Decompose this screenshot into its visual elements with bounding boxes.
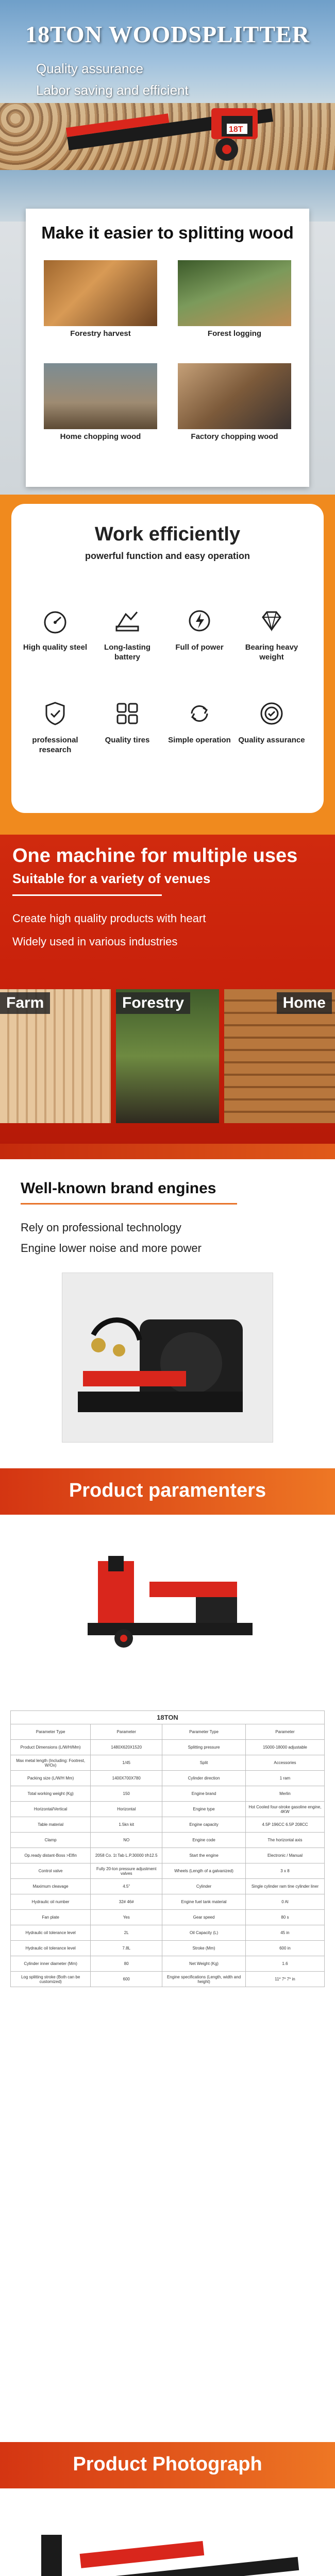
table-cell: 80 [91, 1956, 162, 1972]
engine-photo [62, 1273, 273, 1443]
table-cell: Net Weight (Kg) [162, 1956, 246, 1972]
parameters-banner [0, 1468, 335, 1515]
table-cell: 1.5kn kit [91, 1817, 162, 1833]
table-cell: 4.5P 196CC 6.5P 208CC [245, 1817, 324, 1833]
table-cell: 4.5" [91, 1879, 162, 1894]
hero-line-1: Quality assurance [36, 61, 144, 76]
photo-caption: Factory chopping wood [191, 432, 278, 441]
table-cell: Wheels (Length of a galvanized) [162, 1863, 246, 1879]
divider [21, 1203, 237, 1205]
table-cell: Stroke (Mm) [162, 1941, 246, 1956]
diamond-icon [258, 607, 286, 635]
work-efficiently-section [0, 495, 335, 835]
table-row [11, 1972, 325, 1987]
table-cell: 1400X700X780 [91, 1771, 162, 1786]
feature-item [22, 700, 89, 755]
parameters-table-body [11, 1724, 325, 1987]
parameters-title: Product paramenters [69, 1480, 266, 1501]
intro-card [26, 209, 309, 487]
engines-topbar [0, 1144, 335, 1159]
table-cell: Split [162, 1755, 246, 1771]
table-cell: Cylinder direction [162, 1771, 246, 1786]
table-row [11, 1941, 325, 1956]
product-photographs-section [0, 2442, 335, 2576]
table-cell: Clamp [11, 1833, 91, 1848]
table-cell: Maximum cleavage [11, 1879, 91, 1894]
divider [12, 894, 162, 896]
photo-home-chopping [44, 363, 157, 446]
table-row [11, 1786, 325, 1802]
table-cell: 32# 46# [91, 1894, 162, 1910]
photo-forest-logging [178, 260, 291, 343]
engines-line-1: Rely on professional technology [21, 1221, 181, 1234]
venue-card-farm [0, 989, 111, 1123]
feature-label: Long-lasting battery [104, 643, 150, 662]
table-cell: Cylinder inner diameter (Mm) [11, 1956, 91, 1972]
shield-check-icon [41, 700, 69, 727]
table-cell: Fully 20-ton pressure adjustment valves [91, 1863, 162, 1879]
table-cell: Table material [11, 1817, 91, 1833]
table-cell: Merlin [245, 1786, 324, 1802]
table-row [11, 1910, 325, 1925]
feature-item [238, 700, 305, 745]
table-cell: 1.6 [245, 1956, 324, 1972]
table-cell: 80 s [245, 1910, 324, 1925]
hero-title: 18TON WOODSPLITTER [25, 21, 310, 47]
table-cell: Electronic / Manual [245, 1848, 324, 1863]
venue-card-forestry [116, 989, 219, 1123]
photo-forestry-harvest [44, 260, 157, 343]
feature-label: Bearing heavy weight [245, 643, 298, 662]
table-cell: Engine code [162, 1833, 246, 1848]
venue-label: Forestry [116, 992, 190, 1014]
feature-item [166, 607, 233, 652]
table-cell: 2L [91, 1925, 162, 1941]
feature-label: Quality assurance [238, 736, 305, 744]
table-cell: 0 Al [245, 1894, 324, 1910]
work-subheading: powerful function and easy operation [85, 551, 250, 561]
table-row [11, 1817, 325, 1833]
photo-image [178, 363, 291, 429]
table-cell: Engine capacity [162, 1817, 246, 1833]
table-cell: 45 in [245, 1925, 324, 1941]
table-row [11, 1724, 325, 1740]
table-cell: Hydraulic oil tolerance level [11, 1941, 91, 1956]
wood-splitter-illustration [57, 93, 294, 165]
table-cell: 1480X620X1520 [91, 1740, 162, 1755]
table-cell: Splitting pressure [162, 1740, 246, 1755]
table-row [11, 1802, 325, 1817]
engines-heading: Well-known brand engines [21, 1180, 216, 1197]
table-cell: Total working weight (Kg) [11, 1786, 91, 1802]
table-row [11, 1879, 325, 1894]
venue-card-home [224, 989, 335, 1123]
speed-icon [41, 607, 69, 635]
feature-item [94, 607, 161, 662]
table-cell: Parameter Type [162, 1724, 246, 1740]
battery-icon [113, 607, 141, 635]
table-cell: Horizontal [91, 1802, 162, 1817]
venue-label: Home [277, 992, 332, 1014]
hero-badge: 18T [229, 125, 243, 134]
table-row [11, 1848, 325, 1863]
table-cell: Gear speed [162, 1910, 246, 1925]
features-panel [11, 504, 324, 813]
hero-line-2: Labor saving and efficient [36, 82, 189, 98]
table-cell: 600 [91, 1972, 162, 1987]
table-cell: Max metal length (Including: Footrest, W/Ox) [11, 1755, 91, 1771]
table-row [11, 1833, 325, 1848]
feature-item [22, 607, 89, 652]
hero-section [0, 0, 335, 170]
uses-subheading: Suitable for a variety of venues [12, 871, 211, 886]
table-cell: Engine fuel tank material [162, 1894, 246, 1910]
table-title: 18TON [11, 1711, 325, 1724]
table-cell: Hydraulic oil number [11, 1894, 91, 1910]
table-row [11, 1771, 325, 1786]
table-cell: Op.ready distant-Boss >Elfin [11, 1848, 91, 1863]
table-row [11, 1925, 325, 1941]
photo-image [44, 260, 157, 326]
table-cell: Packing size (L/W/H Mm) [11, 1771, 91, 1786]
product-photo-1 [10, 2504, 325, 2576]
intro-section [0, 170, 335, 495]
table-cell: Cylinder [162, 1879, 246, 1894]
table-cell: Parameter [245, 1724, 324, 1740]
table-cell: 1/45 [91, 1755, 162, 1771]
table-cell: Parameter [91, 1724, 162, 1740]
feature-item [166, 700, 233, 745]
table-cell: Product Dimensions (L/W/H/Mm) [11, 1740, 91, 1755]
photo-image [178, 260, 291, 326]
table-cell: Parameter Type [11, 1724, 91, 1740]
table-cell: 11* 7* 7* in [245, 1972, 324, 1987]
feature-label: professional research [32, 736, 78, 754]
table-cell: The horizontal axis [245, 1833, 324, 1848]
loop-icon [186, 700, 213, 727]
table-row [11, 1863, 325, 1879]
grid-icon [113, 700, 141, 727]
feature-label: Simple operation [168, 736, 231, 744]
feature-label: Full of power [175, 643, 224, 652]
table-cell: Control valve [11, 1863, 91, 1879]
table-cell: Engine brand [162, 1786, 246, 1802]
table-cell: 3 x 8 [245, 1863, 324, 1879]
badge-icon [258, 700, 286, 727]
table-cell: Engine specifications (Length, width and height) [162, 1972, 246, 1987]
table-cell: NO [91, 1833, 162, 1848]
table-cell: Yes [91, 1910, 162, 1925]
table-cell: Oil Capacity (L) [162, 1925, 246, 1941]
table-cell: 600 in [245, 1941, 324, 1956]
engine-illustration [62, 1273, 274, 1443]
table-cell: Engine type [162, 1802, 246, 1817]
engines-section [0, 1144, 335, 1468]
table-cell: Fan plate [11, 1910, 91, 1925]
photographs-title: Product Photograph [73, 2453, 262, 2475]
photo-image [44, 363, 157, 429]
photo-caption: Home chopping wood [60, 432, 141, 441]
multiple-uses-section [0, 835, 335, 1144]
table-cell: Accessories [245, 1755, 324, 1771]
table-cell: 15000-18000 adjustable [245, 1740, 324, 1755]
power-icon [186, 607, 213, 635]
uses-paragraph-2: Widely used in various industries [12, 935, 178, 948]
table-cell: 7.8L [91, 1941, 162, 1956]
table-row [11, 1956, 325, 1972]
feature-label: High quality steel [23, 643, 88, 652]
feature-item [94, 700, 161, 745]
table-cell: Log splitting stroke (Both can be customized) [11, 1972, 91, 1987]
intro-heading: Make it easier to splitting wood [41, 223, 294, 242]
photographs-banner [0, 2442, 335, 2488]
work-heading: Work efficiently [94, 523, 241, 545]
table-cell: Start the engine [162, 1848, 246, 1863]
table-cell: Single cylinder ram tine cylinder liner [245, 1879, 324, 1894]
parameters-table [10, 1710, 325, 1987]
table-cell: 150 [91, 1786, 162, 1802]
feature-item [238, 607, 305, 662]
table-cell: Horizontal/Vertical [11, 1802, 91, 1817]
venue-label: Farm [0, 992, 50, 1014]
table-cell: 2058 Co. 1t Tab L.P.30000 t/h12.5 [91, 1848, 162, 1863]
table-row [11, 1894, 325, 1910]
engines-line-2: Engine lower noise and more power [21, 1242, 202, 1255]
uses-paragraph-1: Create high quality products with heart [12, 912, 206, 925]
wood-splitter-product-image [72, 1546, 268, 1649]
photo-caption: Forest logging [207, 329, 262, 338]
uses-heading: One machine for multiple uses [12, 845, 298, 867]
photo-factory-chopping [178, 363, 291, 446]
parameters-section [0, 1468, 335, 2442]
photo-caption: Forestry harvest [70, 329, 131, 338]
table-cell: Hot Cooled four-stroke gasoline engine, 4KW [245, 1802, 324, 1817]
table-row [11, 1740, 325, 1755]
table-cell: 1 ram [245, 1771, 324, 1786]
table-row [11, 1755, 325, 1771]
feature-label: Quality tires [105, 736, 150, 744]
table-cell: Hydraulic oil tolerance level [11, 1925, 91, 1941]
